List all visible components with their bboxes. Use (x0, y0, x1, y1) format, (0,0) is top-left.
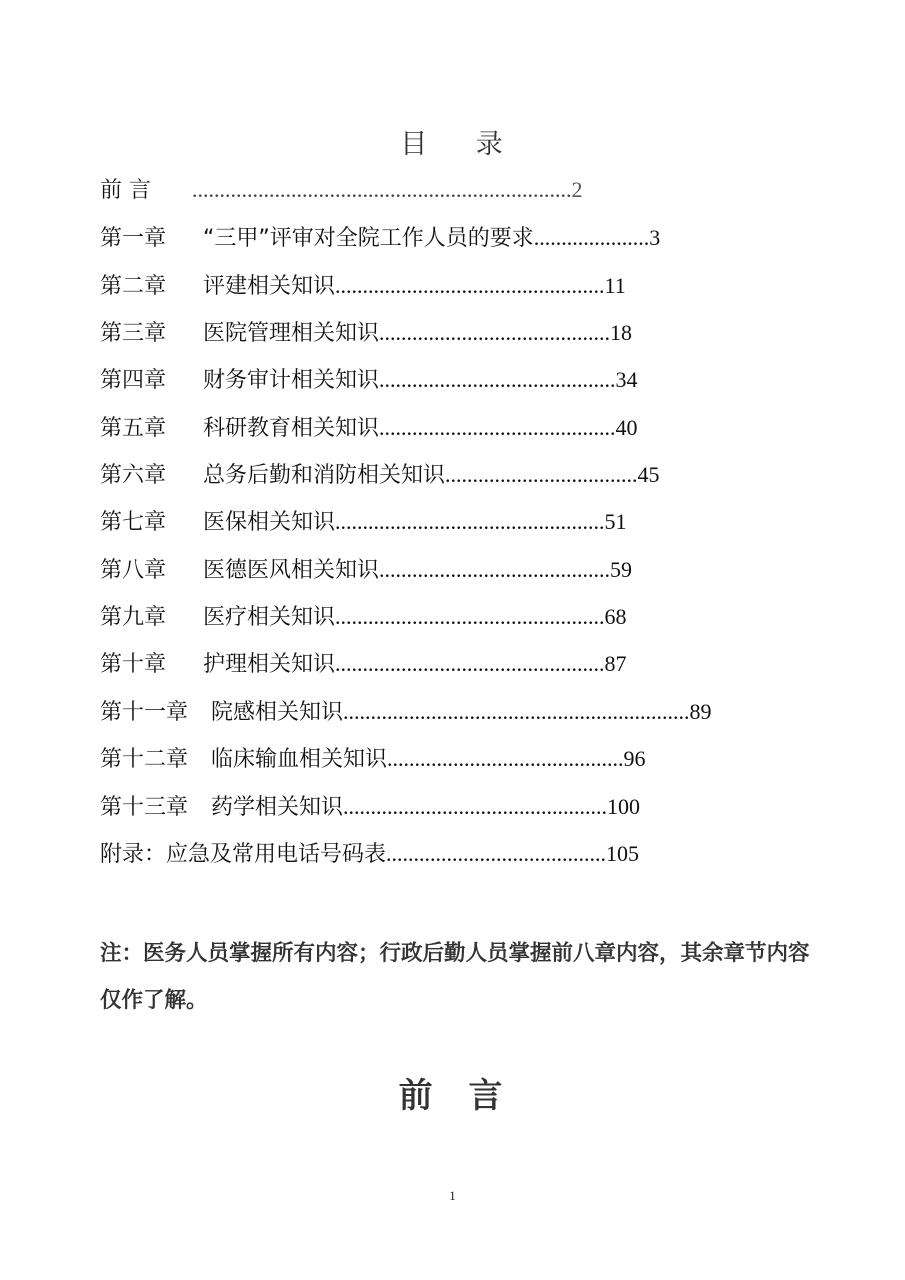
page-number: 1 (449, 1188, 456, 1203)
toc-entry-page: 34 (615, 367, 638, 392)
toc-entry-leader: ................................................. (335, 604, 605, 629)
toc-entry-leader: ........................................... (387, 746, 624, 771)
toc-entry-leader: ................................... (445, 462, 638, 487)
section-heading-preface: 前 言 (398, 1076, 515, 1116)
toc-entry-page: 51 (604, 509, 627, 534)
toc-entry-leader: ........................................ (386, 841, 607, 866)
toc-entry-page: 59 (610, 557, 633, 582)
toc-entry-leader: ..................... (533, 225, 650, 250)
toc-entry-page: 96 (623, 746, 646, 771)
toc-entry-page: 3 (649, 225, 661, 250)
toc-entry-title: 科研教育相关知识 (203, 416, 380, 441)
toc-entry (100, 554, 632, 586)
toc-entry (100, 222, 660, 254)
toc-entry-label: 第七章 (100, 510, 167, 535)
toc-entry-label: 第二章 (100, 274, 167, 299)
toc-entry-leader: .......................................... (379, 557, 611, 582)
toc-entry-label: 第十二章 (100, 747, 189, 772)
toc-entry-label: 第五章 (100, 416, 167, 441)
toc-entry (100, 791, 640, 823)
toc-entry-leader: ........................................... (379, 367, 616, 392)
toc-entry (100, 838, 639, 870)
toc-entry-label: 第十三章 (100, 795, 189, 820)
toc-entry-leader: ................................................. (335, 651, 605, 676)
toc-entry-label: 附录：应急及常用电话号码表 (100, 842, 387, 867)
toc-entry (100, 412, 638, 444)
toc-entry-label: 第十章 (100, 652, 167, 677)
toc-entry (100, 459, 660, 491)
toc-entry (100, 364, 638, 396)
toc-entry-page: 105 (606, 841, 640, 866)
toc-entry-label: 前 言 (100, 178, 151, 203)
toc-entry-leader: .......................................... (379, 320, 611, 345)
toc-entry (100, 506, 627, 538)
toc-entry-title: 药学相关知识 (211, 795, 344, 820)
toc-entry-label: 第八章 (100, 558, 167, 583)
toc-entry-leader: ................................................. (335, 509, 605, 534)
toc-entry-page: 68 (604, 604, 627, 629)
toc-entry-leader: ................................................ (343, 794, 608, 819)
toc-entry-label: 第三章 (100, 321, 167, 346)
toc-entry (100, 743, 646, 775)
toc-entry-page: 100 (607, 794, 641, 819)
toc-entry-title: “三甲”评审对全院工作人员的要求 (203, 226, 534, 251)
toc-entry-leader: ..................................................................... (192, 177, 572, 202)
toc-entry-title: 医德医风相关知识 (203, 558, 380, 583)
toc-entry-title: 总务后勤和消防相关知识 (203, 463, 446, 488)
toc-entry-title: 医保相关知识 (203, 510, 336, 535)
toc-entry-label: 第六章 (100, 463, 167, 488)
toc-entry-label: 第四章 (100, 368, 167, 393)
toc-entry-title: 护理相关知识 (203, 652, 336, 677)
toc-entry-label: 第一章 (100, 226, 167, 251)
toc-entry-page: 11 (604, 273, 626, 298)
toc-entry-title: 财务审计相关知识 (203, 368, 380, 393)
toc-entry-label: 第十一章 (100, 700, 189, 725)
toc-title: 目 录 (400, 129, 523, 160)
toc-entry-title: 医院管理相关知识 (203, 321, 380, 346)
toc-entry-leader: ............................................................... (343, 699, 690, 724)
toc-entry (100, 601, 627, 633)
toc-entry-page: 18 (610, 320, 633, 345)
toc-entry-leader: ........................................... (379, 415, 616, 440)
reading-note: 注：医务人员掌握所有内容；行政后勤人员掌握前八章内容，其余章节内容仅作了解。 (100, 941, 810, 1013)
toc-entry (100, 270, 626, 302)
toc-entry-page: 87 (604, 651, 627, 676)
toc-entry-title: 医疗相关知识 (203, 605, 336, 630)
toc-entry-title: 院感相关知识 (211, 700, 344, 725)
toc-entry-page: 2 (571, 177, 583, 202)
toc-entry-label: 第九章 (100, 605, 167, 630)
toc-entry-title: 临床输血相关知识 (211, 747, 388, 772)
toc-entry-leader: ................................................. (335, 273, 605, 298)
toc-entry (100, 317, 632, 349)
toc-entry-page: 45 (637, 462, 660, 487)
toc-entry (100, 648, 627, 680)
toc-entry (100, 174, 583, 206)
toc-entry-title: 评建相关知识 (203, 274, 336, 299)
toc-entry-page: 40 (615, 415, 638, 440)
toc-entry (100, 696, 712, 728)
toc-entry-page: 89 (689, 699, 712, 724)
